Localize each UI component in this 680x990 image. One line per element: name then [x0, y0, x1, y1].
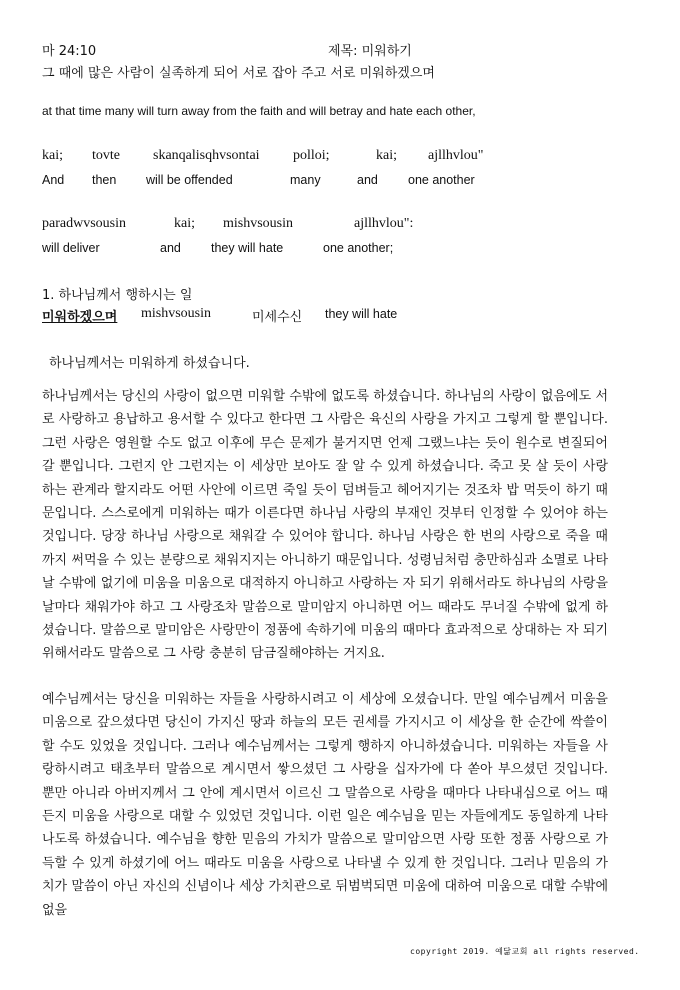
gloss-word: many — [290, 173, 321, 187]
keyword-english: they will hate — [325, 307, 398, 321]
gloss-word: one another; — [323, 241, 394, 255]
greek-word: ajllhvlou": — [354, 216, 414, 231]
greek-word: paradwvsousin — [42, 216, 126, 231]
section-heading: 1. 하나님께서 행하시는 일 — [42, 288, 193, 303]
page-title: 제목: 미워하기 — [328, 44, 412, 59]
greek-word: kai; — [376, 148, 397, 163]
korean-verse: 그 때에 많은 사람이 실족하게 되어 서로 잡아 주고 서로 미워하겠으며 — [42, 66, 435, 81]
greek-word: tovte — [92, 148, 120, 163]
greek-word: polloi; — [293, 148, 330, 163]
body-paragraph: 하나님께서는 당신의 사랑이 없으면 미워할 수밖에 없도록 하셨습니다. 하나님의 사랑이 없음에도 서로 사랑하고 용납하고 용서할 수 있다고 한다면 그 사람은 육신의 사랑을 가지고 그렇게 할 뿐입니다. 그런 사랑은 영원할 수도 없고 이후에 무슨 문제가 불거지면 언제 그랬느냐는 듯이 원수로 변질되어갈 뿐입니다. 그런지 안 그런지는 이 세상만 보아도 잘 알 수 있게 하셨습니다. 죽고 못 살 듯이 사랑하는 관계라 할지라도 어떤 사안에 이르면 죽일 듯이 덤벼들고 헤어지기는 것조차 밥 먹듯이 하기 때문입니다. 스스로에게 미워하는 때가 이른다면 하나님 사랑의 부재인 것부터 인정할 수 있어야 하는 것입니다. 당장 하나님 사랑으로 채워갈 수 있어야 합니다. 하나님 사랑은 한 번의 사랑으로 죽을 때까지 써먹을 수 있는 분량으로 채워지지는 아니하기 때문입니다. 성령님처럼 충만하심과 소멸로 나타날 수밖에 없기에 미움을 미움으로 대적하지 아니하고 사랑하는 자 되기 위해서라도 하나님의 사랑을 날마다 채워가야 하고 그 사랑조차 말씀으로 말미암지 아니하면 어느 때라도 무너질 수밖에 없게 하셨습니다. 말씀으로 말미암은 사랑만이 정품에 속하기에 미움의 때마다 효과적으로 상대하는 자 되기 위해서라도 말씀으로 그 사랑 충분히 담금질해야하는 거지요. — [42, 389, 608, 662]
copyright-notice: copyright 2019. 예닮교회 all rights reserved. — [410, 947, 640, 956]
gloss-word: then — [92, 173, 117, 187]
verse-reference: 마 24:10 — [42, 44, 97, 59]
greek-word: kai; — [42, 148, 63, 163]
gloss-word: will deliver — [42, 241, 100, 255]
keyword-transliteration: 미세수신 — [252, 310, 303, 325]
greek-word: mishvsousin — [223, 216, 294, 231]
keyword-greek: mishvsousin — [141, 306, 212, 321]
gloss-word: and — [160, 241, 181, 255]
lead-sentence: 하나님께서는 미워하게 하셨습니다. — [49, 356, 250, 371]
keyword-korean: 미워하겠으며 — [42, 310, 118, 325]
greek-word: kai; — [174, 216, 195, 231]
gloss-word: one another — [408, 173, 475, 187]
gloss-word: And — [42, 173, 65, 187]
gloss-word: they will hate — [211, 241, 284, 255]
body-paragraph: 예수님께서는 당신을 미워하는 자들을 사랑하시려고 이 세상에 오셨습니다. 만일 예수님께서 미움을 미움으로 갚으셨다면 당신이 가지신 땅과 하늘의 모든 권세를 가지시고 이 세상을 한 순간에 싹쓸이 할 수도 있었을 것입니다. 그러나 예수님께서는 그렇게 행하지 아니하셨습니다. 미워하는 자들을 사랑하시려고 태초부터 말씀으로 계시면서 쌓으셨던 그 사랑을 십자가에 다 쏟아 부으셨던 것입니다. 뿐만 아니라 아버지께서 그 안에 계시면서 이르신 그 말씀으로 사랑을 때마다 나타내심으로 어느 때든지 미움을 사랑으로 대할 수 있었던 것입니다. 이런 일은 예수님을 믿는 자들에게도 동일하게 나타나도록 하셨습니다. 예수님을 향한 믿음의 가치가 말씀으로 말미암으면 사랑 또한 정품 사랑으로 가득할 수 있게 하셨기에 어느 때라도 미움을 사랑으로 나타낼 수 있게 한 것입니다. 그러나 믿음의 가치가 말씀이 아닌 자신의 신념이나 세상 가치관으로 뒤범벅되면 미움에 대하여 미움으로 대할 수밖에 없을 — [42, 692, 608, 918]
gloss-word: will be offended — [146, 173, 233, 187]
greek-word: skanqalisqhvsontai — [153, 148, 260, 163]
english-verse: at that time many will turn away from the faith and will betray and hate each other, — [42, 104, 476, 118]
gloss-word: and — [357, 173, 378, 187]
greek-word: ajllhvlou" — [428, 148, 484, 163]
